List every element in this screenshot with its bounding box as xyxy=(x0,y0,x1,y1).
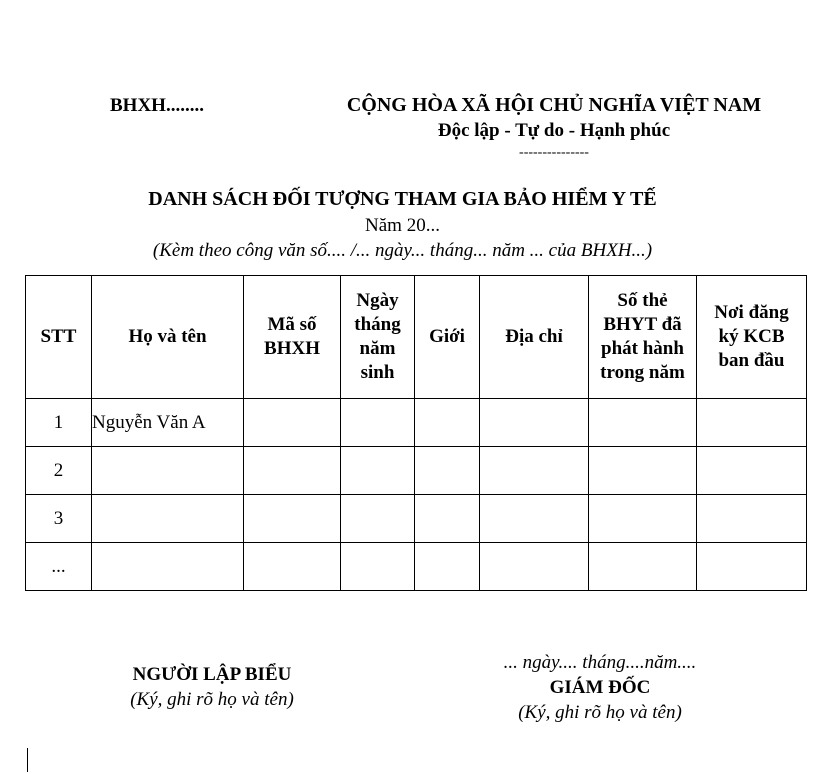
column-header: Mã số BHXH xyxy=(244,276,341,399)
document-reference: (Kèm theo công văn số.... /... ngày... tháng... năm ... của BHXH...) xyxy=(152,240,653,261)
table-row xyxy=(26,543,807,591)
table-cell xyxy=(697,495,807,543)
table-cell xyxy=(480,495,589,543)
table-cell xyxy=(244,495,341,543)
document-title: DANH SÁCH ĐỐI TƯỢNG THAM GIA BẢO HIỂM Y TẾ xyxy=(148,188,657,210)
table-cell xyxy=(341,495,415,543)
table-cell xyxy=(589,447,697,495)
name-cell: Nguyễn Văn A xyxy=(92,399,244,447)
table-cell xyxy=(589,495,697,543)
table-cell xyxy=(480,543,589,591)
table-cell xyxy=(589,543,697,591)
organization-label: BHXH........ xyxy=(110,95,204,116)
creator-signature-note: (Ký, ghi rõ họ và tên) xyxy=(130,689,294,710)
column-header: Nơi đăng ký KCB ban đầu xyxy=(697,276,807,399)
column-header: Số thẻ BHYT đã phát hành trong năm xyxy=(589,276,697,399)
signature-date-line: ... ngày.... tháng....năm.... xyxy=(503,652,697,673)
table-row xyxy=(26,447,807,495)
text-cursor xyxy=(27,748,28,772)
row-number-cell: ... xyxy=(26,543,92,591)
column-header: STT xyxy=(26,276,92,399)
table-row xyxy=(26,399,807,447)
table-cell xyxy=(415,399,480,447)
column-header: Ngày tháng năm sinh xyxy=(341,276,415,399)
row-number-cell: 1 xyxy=(26,399,92,447)
table-cell xyxy=(244,447,341,495)
table-cell xyxy=(697,447,807,495)
column-header: Địa chỉ xyxy=(480,276,589,399)
table-cell xyxy=(341,399,415,447)
table-cell xyxy=(589,399,697,447)
name-cell xyxy=(92,543,244,591)
country-name: CỘNG HÒA XÃ HỘI CHỦ NGHĨA VIỆT NAM xyxy=(346,94,762,116)
table-cell xyxy=(244,543,341,591)
table-cell xyxy=(697,543,807,591)
name-cell xyxy=(92,447,244,495)
row-number-cell: 2 xyxy=(26,447,92,495)
table-cell xyxy=(341,447,415,495)
table-body xyxy=(26,399,807,591)
table-cell xyxy=(415,543,480,591)
table-cell xyxy=(244,399,341,447)
name-cell xyxy=(92,495,244,543)
document-year: Năm 20... xyxy=(365,215,440,236)
row-number-cell: 3 xyxy=(26,495,92,543)
creator-title: NGƯỜI LẬP BIỂU xyxy=(132,664,292,685)
column-header: Giới xyxy=(415,276,480,399)
table-row xyxy=(26,495,807,543)
director-title: GIÁM ĐỐC xyxy=(549,677,651,698)
header-divider: --------------- xyxy=(519,145,589,160)
table-cell xyxy=(480,447,589,495)
table-cell xyxy=(480,399,589,447)
national-motto: Độc lập - Tự do - Hạnh phúc xyxy=(437,120,671,141)
table-cell xyxy=(415,495,480,543)
director-signature-note: (Ký, ghi rõ họ và tên) xyxy=(518,702,682,723)
table-header-row xyxy=(26,276,807,399)
table-cell xyxy=(341,543,415,591)
table-cell xyxy=(415,447,480,495)
table-cell xyxy=(697,399,807,447)
participant-table xyxy=(25,275,807,591)
column-header: Họ và tên xyxy=(92,276,244,399)
